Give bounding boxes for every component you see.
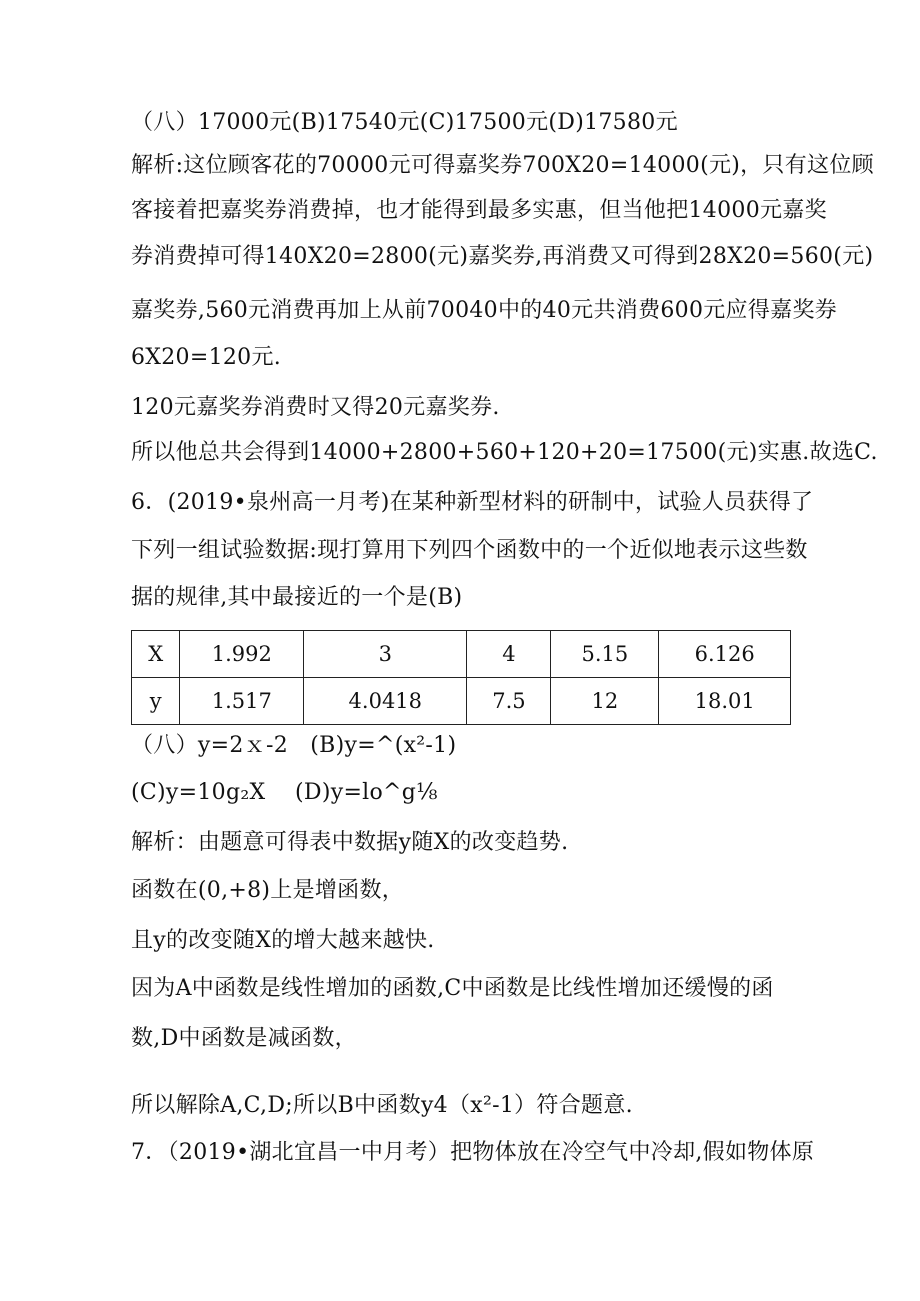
table-cell: y (132, 678, 180, 725)
table-cell: 1.992 (180, 631, 304, 678)
table-row (132, 631, 791, 678)
question-7-stem: 7．（2019•湖北宜昌一中月考）把物体放在冷空气中冷却,假如物体原 (131, 1140, 815, 1165)
table-cell: X (132, 631, 180, 678)
experiment-data-table (131, 630, 791, 725)
analysis-conclusion: 所以解除A,C,D;所以B中函数y4（x²-1）符合题意. (131, 1093, 633, 1118)
table-cell: 4 (467, 631, 551, 678)
analysis-line: 券消费掉可得140X20=2800(元)嘉奖券,再消费又可得到28X20=560(元) (131, 244, 874, 269)
table-cell: 1.517 (180, 678, 304, 725)
answer-options-q6: (C)y=10g₂X (D)y=lo^g⅛ (131, 780, 438, 805)
analysis-conclusion: 所以他总共会得到14000+2800+560+120+20=17500(元)实惠.故选C. (131, 440, 878, 465)
table-cell: 7.5 (467, 678, 551, 725)
table-cell: 5.15 (551, 631, 659, 678)
analysis-line: 客接着把嘉奖券消费掉，也才能得到最多实惠，但当他把14000元嘉奖 (131, 198, 827, 223)
analysis-line: 且y的改变随X的增大越来越快. (131, 928, 435, 953)
question-6-stem: 6．(2019•泉州高一月考)在某种新型材料的研制中，试验人员获得了 (131, 490, 814, 515)
analysis-line: 嘉奖券,560元消费再加上从前70040中的40元共消费600元应得嘉奖券 (131, 298, 838, 323)
analysis-line: 解析:这位顾客花的70000元可得嘉奖券700X20=14000(元)，只有这位顾 (131, 153, 874, 178)
table-cell: 18.01 (659, 678, 791, 725)
question-6-stem: 下列一组试验数据:现打算用下列四个函数中的一个近似地表示这些数 (131, 538, 808, 563)
table-cell: 6.126 (659, 631, 791, 678)
analysis-line: 6X20=120元. (131, 345, 282, 370)
table-cell: 4.0418 (304, 678, 467, 725)
answer-options-q5: （八）17000元(B)17540元(C)17500元(D)17580元 (131, 110, 678, 135)
table-cell: 3 (304, 631, 467, 678)
table-cell: 12 (551, 678, 659, 725)
question-6-stem: 据的规律,其中最接近的一个是(B) (131, 585, 463, 610)
answer-options-q6: （八）y=2ｘ-2 (B)y=^(x²-1) (131, 733, 457, 758)
analysis-line: 因为A中函数是线性增加的函数,C中函数是比线性增加还缓慢的函 (131, 976, 774, 1001)
analysis-line: 函数在(0,+8)上是增函数， (131, 878, 405, 903)
table-row (132, 678, 791, 725)
analysis-line: 120元嘉奖券消费时又得20元嘉奖券. (131, 395, 500, 420)
analysis-line: 数,D中函数是减函数， (131, 1026, 357, 1051)
analysis-line: 解析：由题意可得表中数据y随X的改变趋势. (131, 830, 569, 855)
